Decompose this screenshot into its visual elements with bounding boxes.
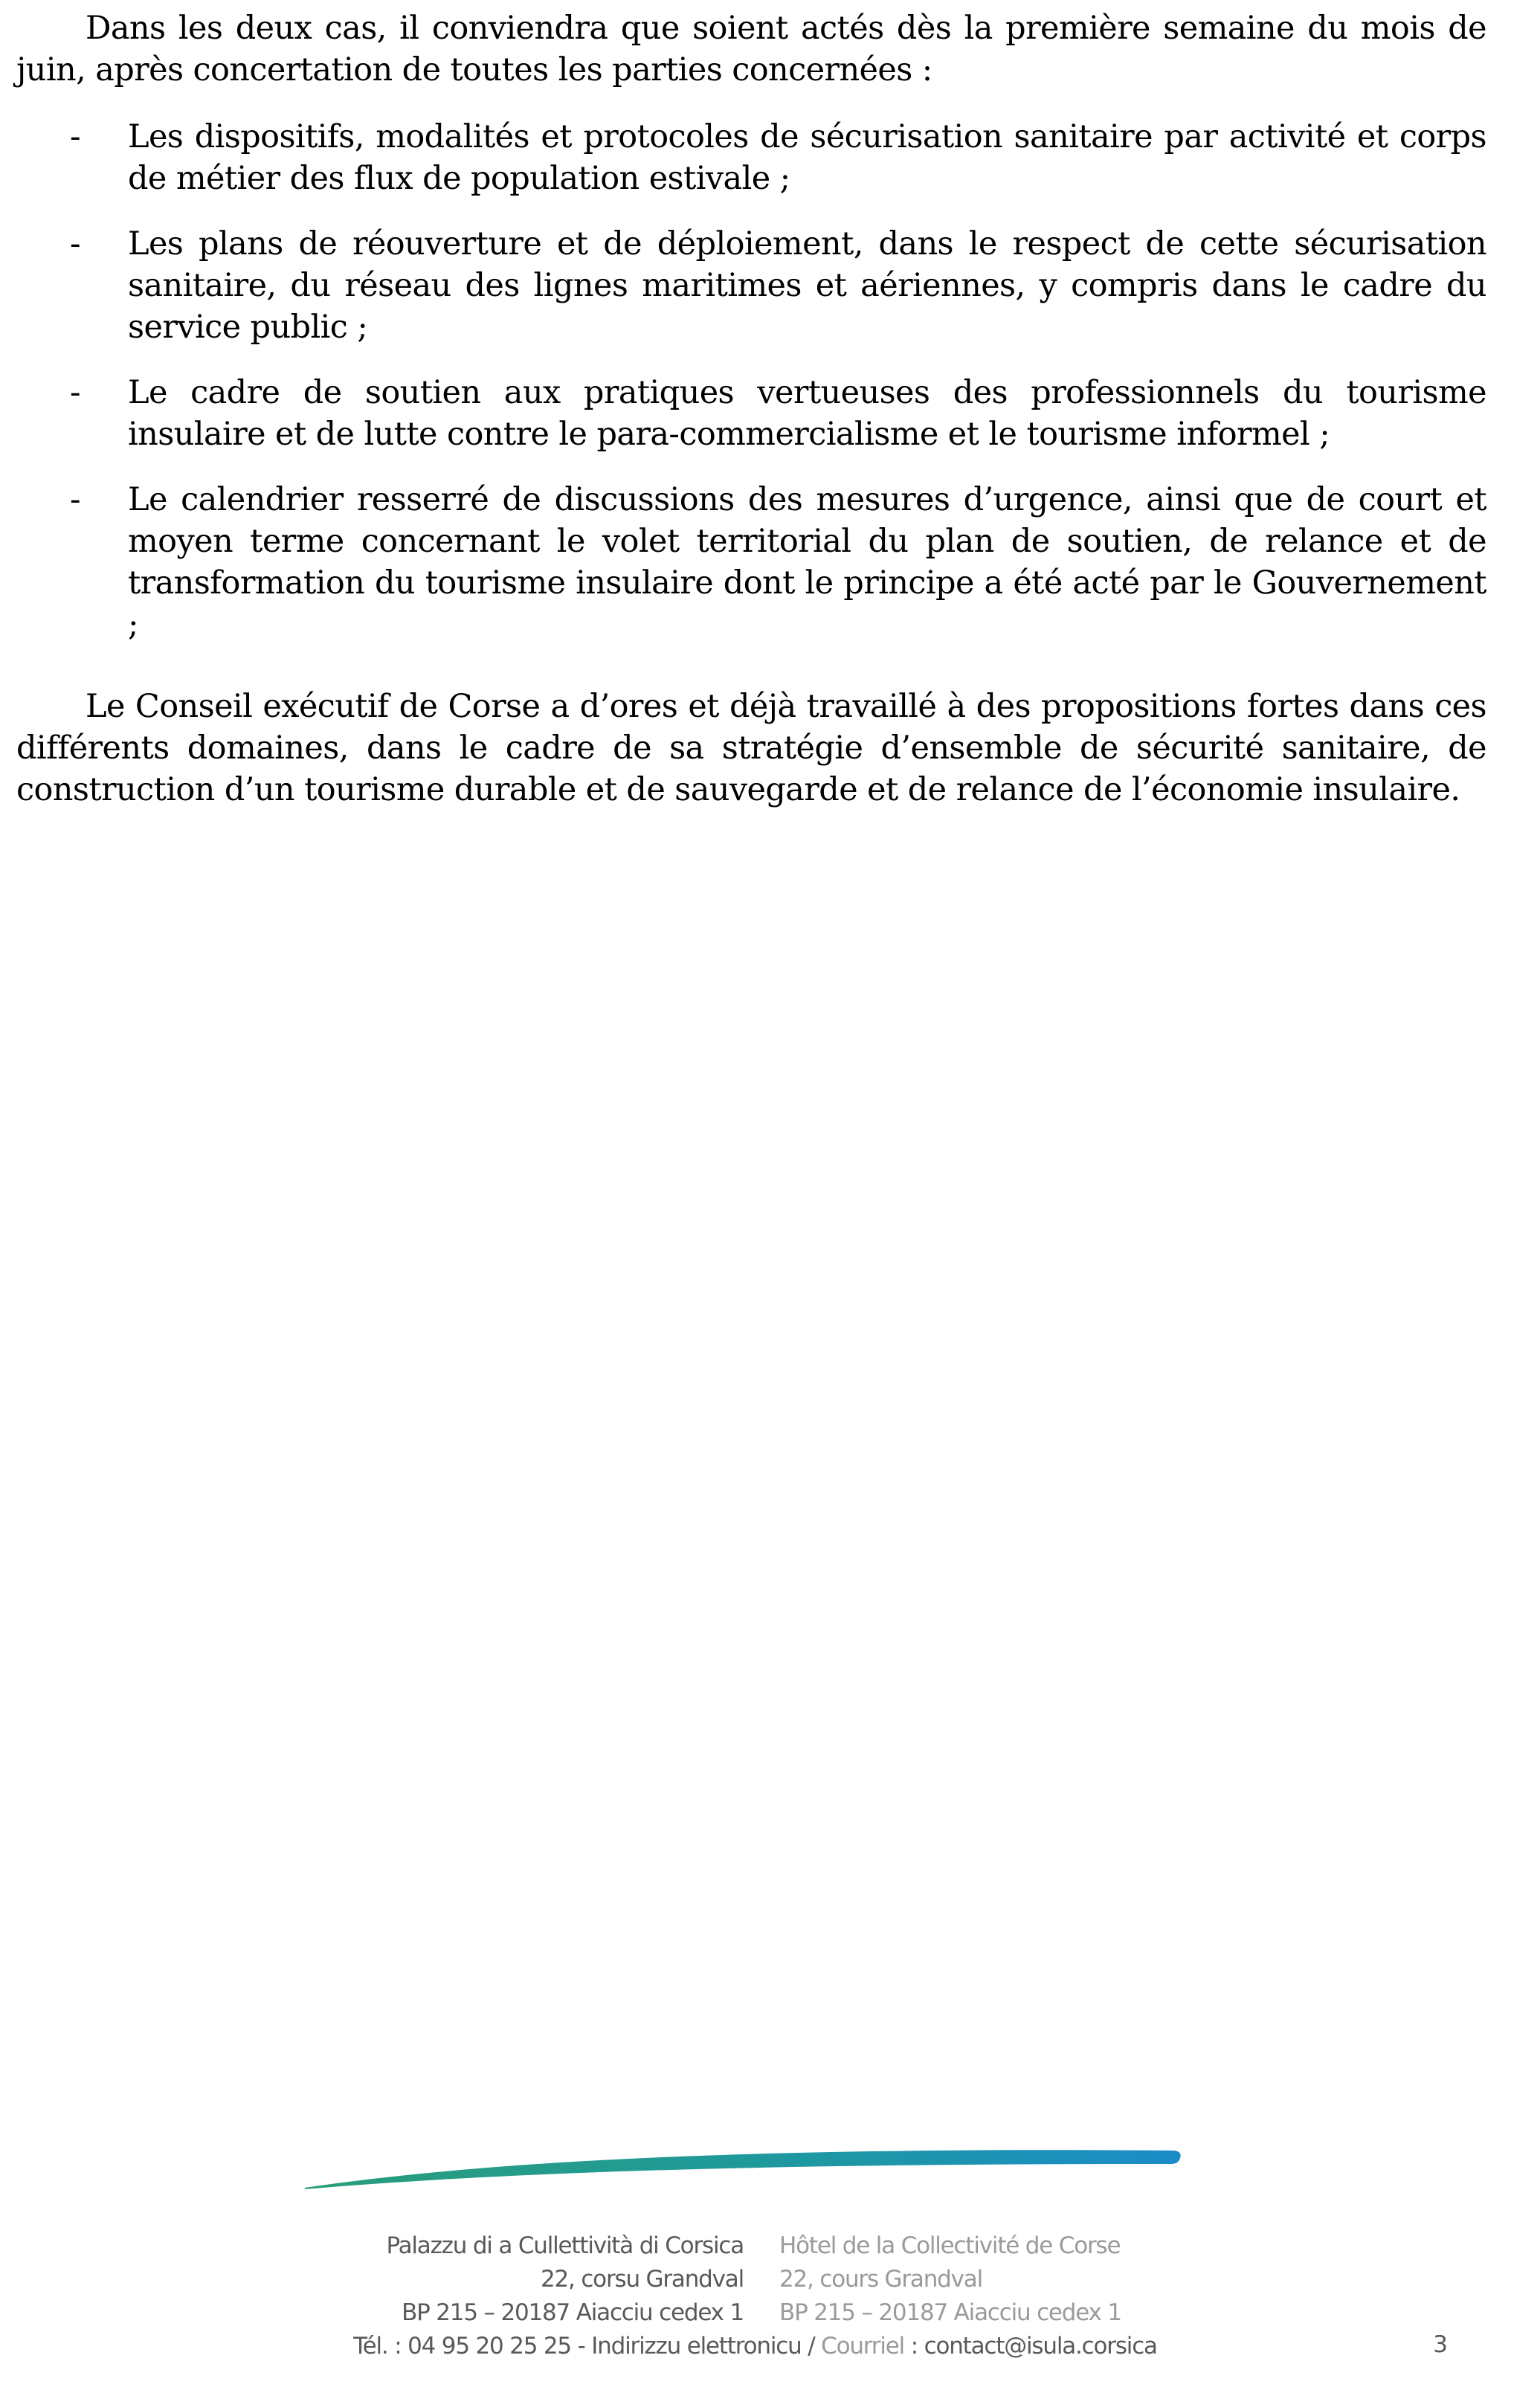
footer-email[interactable]: : contact@isula.corsica [904, 2333, 1157, 2360]
bullet-text: Le calendrier resserré de discussions des mesures d’urgence, ainsi que de court et moyen terme concernant le volet territorial du plan de soutien, de relance et de transformation du tourisme insulaire dont le principe a été acté par le Gouvernement ; [128, 481, 1486, 643]
bullet-item [16, 223, 1486, 348]
footer-row [0, 2229, 1540, 2263]
footer-corsican-name: Palazzu di a Cullettività di Corsica [386, 2232, 744, 2259]
footer-row [0, 2296, 1540, 2330]
footer-contact [0, 2330, 1540, 2363]
footer-phone: Tél. : 04 95 20 25 25 - Indirizzu elettronicu / [353, 2333, 822, 2360]
bullet-dash: - [70, 481, 80, 518]
bullet-item [16, 372, 1486, 455]
bullet-text: Le cadre de soutien aux pratiques vertueuses des professionnels du tourisme insulaire et de lutte contre le para-commercialisme et le tourisme informel ; [128, 374, 1486, 453]
footer-french-name: Hôtel de la Collectivité de Corse [779, 2232, 1121, 2259]
bullet-dash: - [70, 374, 80, 411]
footer-courriel-label: Courriel [821, 2333, 905, 2360]
paragraph-intro: Dans les deux cas, il conviendra que soient actés dès la première semaine du mois de juin, après concertation de toutes les parties concernées : [16, 10, 1486, 88]
footer-corsican-street: 22, corsu Grandval [540, 2266, 744, 2293]
footer-contact-row [0, 2330, 1540, 2363]
bullet-item [16, 116, 1486, 199]
bullet-text: Les plans de réouverture et de déploiement, dans le respect de cette sécurisation sanitaire, du réseau des lignes maritimes et aériennes, y compris dans le cadre du service public ; [128, 225, 1486, 346]
page-number: 3 [1433, 2331, 1448, 2358]
footer-corsican-postal: BP 215 – 20187 Aiacciu cedex 1 [402, 2299, 744, 2326]
bullet-dash: - [70, 225, 80, 262]
footer-swoosh-logo [294, 2142, 1186, 2194]
footer-french-postal: BP 215 – 20187 Aiacciu cedex 1 [779, 2299, 1121, 2326]
swoosh-shape [305, 2150, 1181, 2189]
bullet-text: Les dispositifs, modalités et protocoles de sécurisation sanitaire par activité et corps de métier des flux de population estivale ; [128, 118, 1486, 197]
footer-row [0, 2263, 1540, 2296]
footer-french-street: 22, cours Grandval [779, 2266, 983, 2293]
paragraph-conclusion: Le Conseil exécutif de Corse a d’ores et déjà travaillé à des propositions fortes dans ces différents domaines, dans le cadre de sa stratégie d’ensemble de sécurité sanitaire, de construction d’un tourisme durable et de sauvegarde et de relance de l’économie insulaire. [16, 688, 1486, 808]
bullet-item [16, 479, 1486, 645]
bullet-dash: - [70, 118, 80, 155]
bullet-list [16, 116, 1486, 669]
